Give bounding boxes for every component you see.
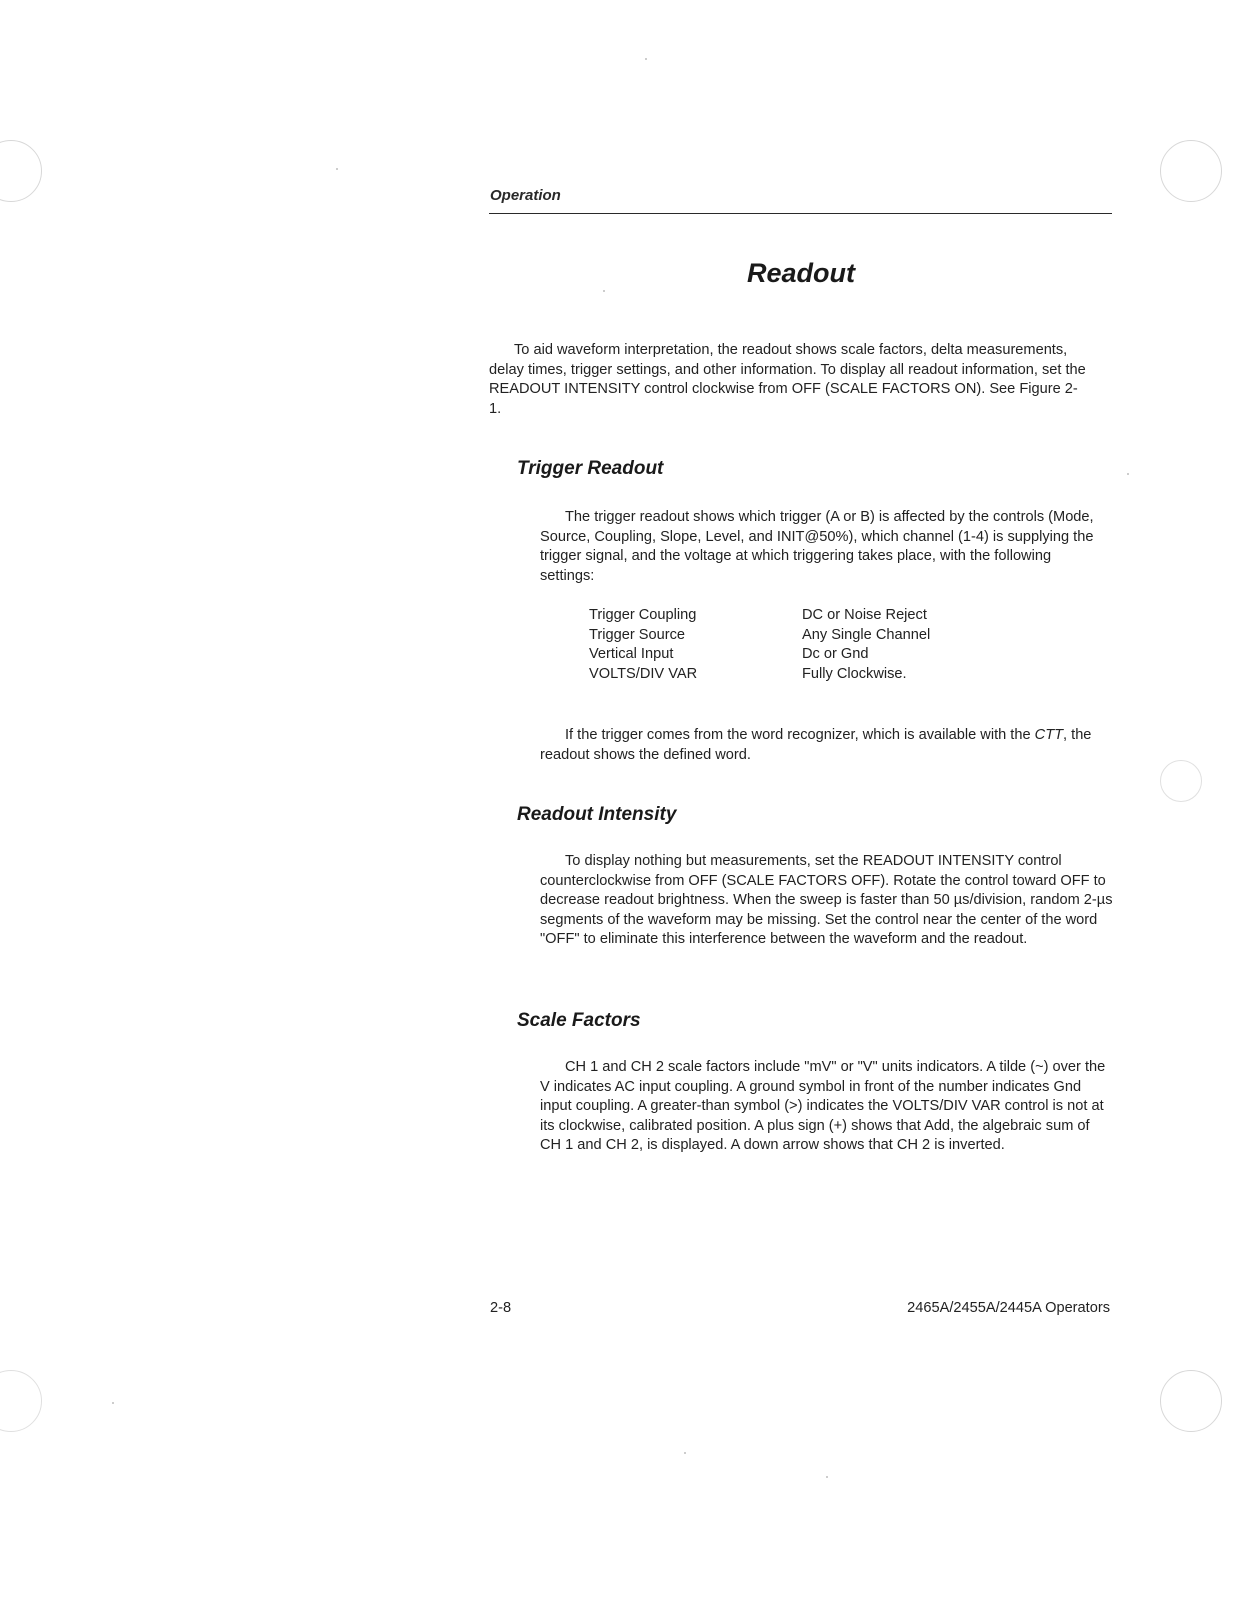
scan-speck xyxy=(336,168,338,170)
section-heading-readout-intensity: Readout Intensity xyxy=(517,804,677,825)
settings-row xyxy=(589,645,1009,665)
scan-speck xyxy=(826,1476,828,1478)
intro-paragraph: To aid waveform interpretation, the readout shows scale factors, delta measurements, delay times, trigger settings, and other information. To display all readout information, set the READOUT INTENSITY control clockwise from OFF (SCALE FACTORS ON). See Figure 2-1. xyxy=(489,342,1086,417)
page-number: 2-8 xyxy=(490,1300,512,1316)
header-rule xyxy=(489,213,1112,214)
binder-hole-mark xyxy=(1160,760,1202,802)
scan-speck xyxy=(645,58,647,60)
word-recognizer-text-start: If the trigger comes from the word recognizer, which is available with the xyxy=(565,727,1035,743)
settings-value: Any Single Channel xyxy=(802,626,931,643)
trigger-settings-list xyxy=(589,606,1009,684)
readout-intensity-paragraph: To display nothing but measurements, set the READOUT INTENSITY control counterclockwise from OFF (SCALE FACTORS OFF). Rotate the control toward OFF to decrease readout brightness. When the sweep is faster than 50 µs/division, random 2-µs segments of the waveform may be missing. Set the control near the center of the word "OFF" to eliminate this interference between the waveform and the readout. xyxy=(540,853,1113,947)
settings-label: Trigger Source xyxy=(589,626,685,643)
running-head: Operation xyxy=(490,187,561,204)
section-heading-trigger-readout: Trigger Readout xyxy=(517,458,664,479)
binder-hole-mark xyxy=(0,140,42,202)
settings-label: VOLTS/DIV VAR xyxy=(589,665,698,682)
binder-hole-mark xyxy=(1160,140,1222,202)
settings-row xyxy=(589,665,1009,685)
scan-speck xyxy=(112,1402,114,1404)
settings-label: Trigger Coupling xyxy=(589,607,697,623)
settings-row xyxy=(589,626,1009,646)
ctt-term: CTT xyxy=(1034,727,1064,743)
binder-hole-mark xyxy=(0,1370,42,1432)
settings-value: Dc or Gnd xyxy=(802,646,869,663)
word-recognizer-text-end: , the readout shows the defined word. xyxy=(540,727,1092,763)
section-heading-scale-factors: Scale Factors xyxy=(517,1010,641,1031)
trigger-readout-paragraph: The trigger readout shows which trigger (A or B) is affected by the controls (Mode, Source, Coupling, Slope, Level, and INIT@50%), which channel (1-4) is supplying the trigger signal, and the voltage at which triggering takes place, with the following settings: xyxy=(540,509,1094,584)
scan-speck xyxy=(684,1452,686,1454)
manual-title: 2465A/2455A/2445A Operators xyxy=(907,1300,1110,1316)
scale-factors-paragraph: CH 1 and CH 2 scale factors include "mV" or "V" units indicators. A tilde (~) over the V indicates AC input coupling. A ground symbol in front of the number indicates Gnd input coupling. A greater-than symbol (>) indicates the VOLTS/DIV VAR control is not at its clockwise, calibrated position. A plus sign (+) shows that Add, the algebraic sum of CH 1 and CH 2, is displayed. A down arrow shows that CH 2 is inverted. xyxy=(540,1059,1106,1153)
page-title: Readout xyxy=(747,258,855,288)
settings-label: Vertical Input xyxy=(589,646,674,663)
scan-speck xyxy=(1127,473,1129,475)
binder-hole-mark xyxy=(1160,1370,1222,1432)
settings-value: Fully Clockwise. xyxy=(802,665,907,682)
settings-row xyxy=(589,606,1009,626)
word-recognizer-paragraph xyxy=(540,726,1108,765)
scan-speck xyxy=(603,290,605,292)
settings-value: DC or Noise Reject xyxy=(802,607,927,623)
